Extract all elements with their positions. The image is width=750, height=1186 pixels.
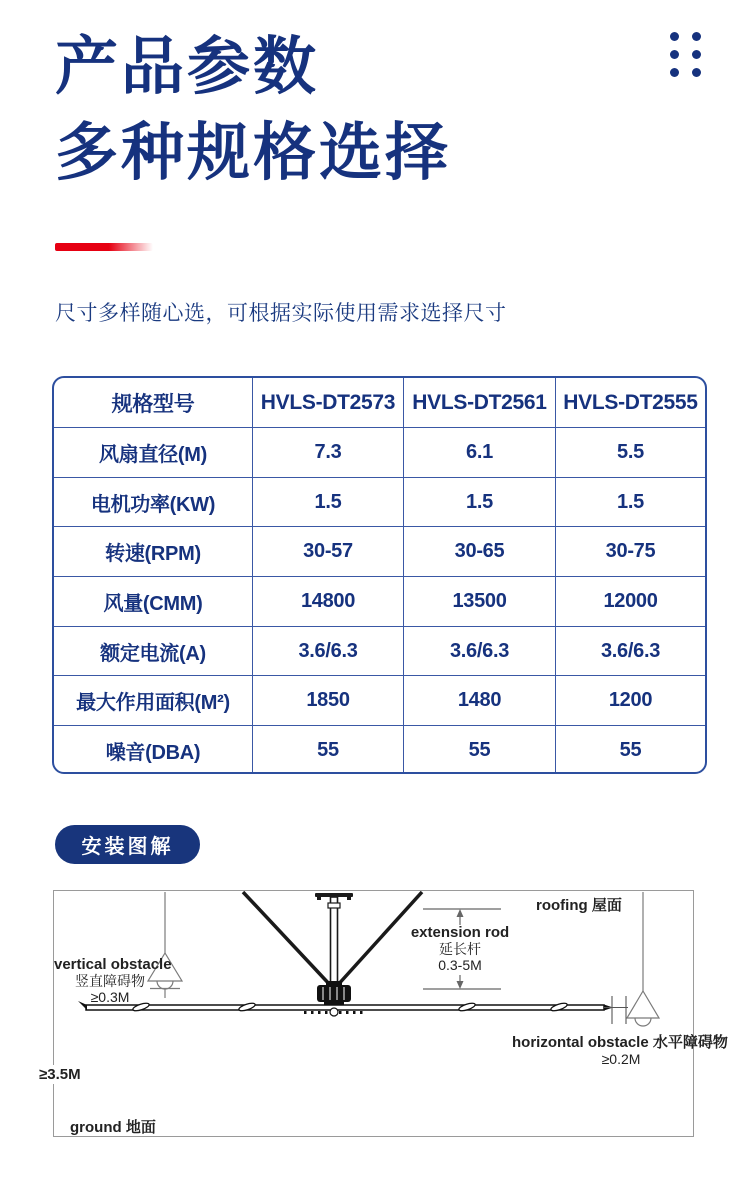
vertical-obstacle-min: ≥0.3M — [90, 989, 130, 1005]
spec-value-cell: 1200 — [556, 676, 705, 726]
spec-row-label: 电机功率(KW) — [54, 478, 253, 528]
page-title-line1: 产品参数 — [55, 32, 319, 102]
extension-rod-label-en: extension rod — [410, 924, 510, 941]
spec-value-cell: 7.3 — [253, 428, 404, 478]
spec-value-cell: 1480 — [404, 676, 556, 726]
spec-table-corner-header: 规格型号 — [54, 378, 253, 428]
page-title-line2: 多种规格选择 — [55, 118, 451, 188]
spec-value-cell: 1.5 — [404, 478, 556, 528]
extension-rod-label — [390, 925, 530, 973]
installation-diagram-button[interactable]: 安装图解 — [55, 825, 200, 864]
spec-table-model-header: HVLS-DT2561 — [404, 378, 556, 428]
spec-row-label: 噪音(DBA) — [54, 726, 253, 774]
spec-value-cell: 13500 — [404, 577, 556, 627]
spec-value-cell: 5.5 — [556, 428, 705, 478]
spec-row-label: 最大作用面积(M²) — [54, 676, 253, 726]
spec-row-label: 额定电流(A) — [54, 627, 253, 677]
extension-rod-label-cn: 延长杆 — [439, 941, 481, 957]
spec-value-cell: 3.6/6.3 — [404, 627, 556, 677]
ground-label: ground 地面 — [70, 1119, 156, 1136]
vertical-obstacle-label — [54, 956, 172, 1005]
spec-value-cell: 3.6/6.3 — [253, 627, 404, 677]
spec-value-cell: 1.5 — [556, 478, 705, 528]
spec-value-cell: 55 — [404, 726, 556, 774]
spec-value-cell: 30-75 — [556, 527, 705, 577]
spec-row-label: 风扇直径(M) — [54, 428, 253, 478]
spec-value-cell: 6.1 — [404, 428, 556, 478]
spec-value-cell: 55 — [253, 726, 404, 774]
min-height-label: ≥3.5M — [36, 1065, 84, 1084]
fan-installation-drawing — [54, 891, 695, 1138]
grid-dots-icon — [670, 32, 701, 77]
horizontal-obstacle-label — [512, 1034, 728, 1051]
subtitle-text: 尺寸多样随心选，可根据实际使用需求选择尺寸 — [55, 302, 507, 325]
spec-value-cell: 30-57 — [253, 527, 404, 577]
red-accent-bar — [55, 243, 153, 251]
extension-rod-range: 0.3-5M — [438, 957, 482, 973]
spec-table — [52, 376, 707, 774]
spec-row-label: 转速(RPM) — [54, 527, 253, 577]
vertical-obstacle-label-en: vertical obstacle — [54, 956, 172, 973]
vertical-obstacle-label-cn: 竖直障碍物 — [75, 973, 145, 989]
spec-table-model-header: HVLS-DT2555 — [556, 378, 705, 428]
spec-value-cell: 14800 — [253, 577, 404, 627]
spec-value-cell: 12000 — [556, 577, 705, 627]
horizontal-obstacle-min: ≥0.2M — [601, 1051, 641, 1067]
spec-value-cell: 3.6/6.3 — [556, 627, 705, 677]
spec-value-cell: 1850 — [253, 676, 404, 726]
installation-diagram — [39, 890, 728, 1137]
spec-value-cell: 55 — [619, 739, 642, 762]
spec-value-cell: 30-65 — [404, 527, 556, 577]
spec-value-cell: 1.5 — [253, 478, 404, 528]
spec-row-label: 风量(CMM) — [54, 577, 253, 627]
spec-table-model-header: HVLS-DT2573 — [253, 378, 404, 428]
horizontal-obstacle-label-text: horizontal obstacle 水平障碍物 — [512, 1034, 728, 1051]
roofing-label: roofing 屋面 — [536, 897, 622, 914]
